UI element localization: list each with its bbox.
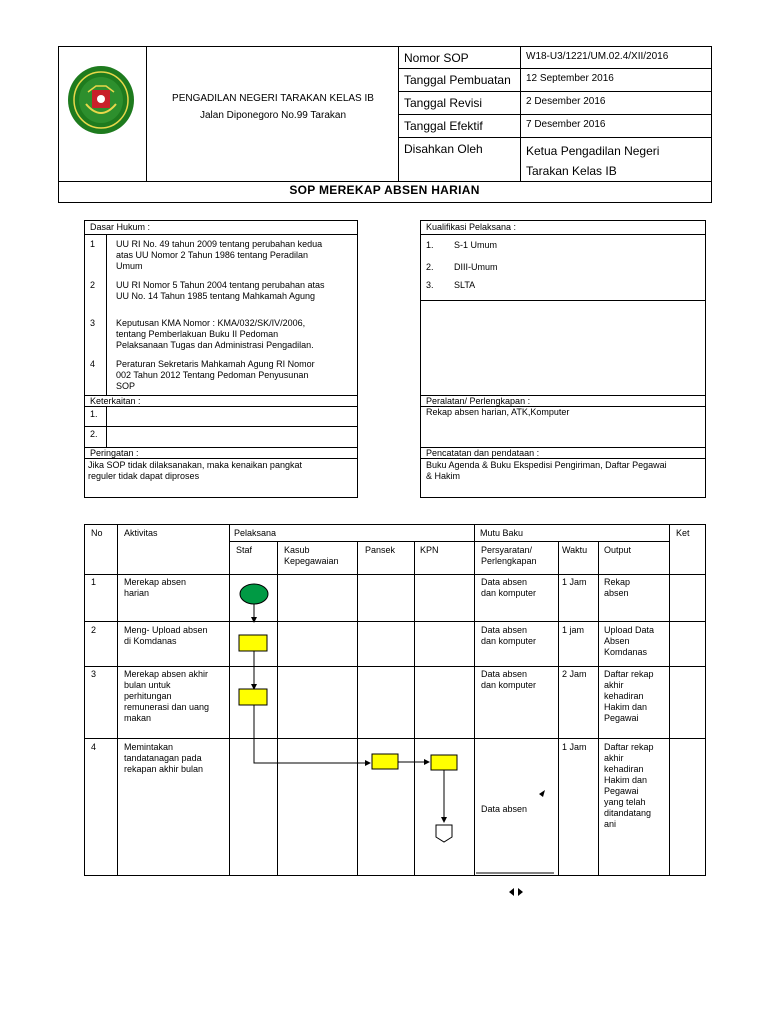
- process-box: [372, 754, 398, 769]
- dasar-hukum-no: 1: [90, 239, 96, 249]
- row-aktivitas: Merekap absen akhir bulan untuk perhitungan remunerasi dan uang makan: [124, 669, 210, 723]
- kualifikasi-no: 3.: [426, 280, 434, 290]
- row-persyaratan: Data absen: [481, 804, 528, 814]
- kualifikasi-text: S-1 Umum: [454, 240, 498, 250]
- process-box: [239, 635, 267, 651]
- sop-title: SOP MEREKAP ABSEN HARIAN: [289, 183, 480, 197]
- peralatan-text: Rekap absen harian, ATK,Komputer: [426, 407, 570, 417]
- row-output: Rekap absen: [604, 577, 631, 598]
- row-no: 2: [91, 625, 97, 635]
- peringatan-text: Jika SOP tidak dilaksanakan, maka kenaikan pangkat reguler tidak dapat diproses: [88, 460, 302, 481]
- meta-value-revisi: 2 Desember 2016: [526, 96, 606, 107]
- peralatan-label: Peralatan/ Perlengkapan :: [426, 396, 531, 406]
- process-box: [431, 755, 457, 770]
- col-header-kasub: Kasub Kepegawaian: [284, 545, 339, 566]
- col-header-aktivitas: Aktivitas: [124, 528, 158, 538]
- meta-label-efektif: Tanggal Efektif: [404, 119, 483, 133]
- start-terminator: [240, 584, 268, 604]
- col-header-kpn: KPN: [420, 545, 439, 555]
- kualifikasi-text: DIII-Umum: [454, 262, 498, 272]
- row-no: 4: [91, 742, 97, 752]
- meta-value-nomor: W18-U3/1221/UM.02.4/XII/2016: [526, 51, 669, 62]
- row-aktivitas: Merekap absen harian: [124, 577, 187, 598]
- row-persyaratan: Data absen dan komputer: [481, 669, 537, 690]
- col-header-output: Output: [604, 545, 632, 555]
- meta-label-revisi: Tanggal Revisi: [404, 96, 483, 110]
- dasar-hukum-no: 4: [90, 359, 96, 369]
- row-output: Upload Data Absen Komdanas: [604, 625, 655, 657]
- kualifikasi-no: 2.: [426, 262, 434, 272]
- col-header-ket: Ket: [676, 528, 690, 538]
- meta-label-pembuatan: Tanggal Pembuatan: [404, 73, 511, 87]
- row-aktivitas: Meng- Upload absen di Komdanas: [124, 625, 208, 646]
- row-aktivitas: Memintakan tandatanagan pada rekapan akhir bulan: [124, 742, 204, 774]
- col-header-mutu-baku: Mutu Baku: [480, 528, 524, 538]
- dasar-hukum-no: 2: [90, 280, 96, 290]
- col-header-pansek: Pansek: [365, 545, 396, 555]
- peringatan-label: Peringatan :: [90, 448, 139, 458]
- row-waktu: 1 Jam: [562, 742, 587, 752]
- row-waktu: 1 jam: [562, 625, 585, 635]
- keterkaitan-item: 1.: [90, 409, 98, 419]
- org-name: PENGADILAN NEGERI TARAKAN KELAS IB: [172, 93, 374, 104]
- flowchart: [84, 524, 706, 876]
- dasar-hukum-no: 3: [90, 318, 96, 328]
- row-output: Daftar rekap akhir kehadiran Hakim dan Pegawai: [604, 669, 654, 723]
- row-no: 3: [91, 669, 97, 679]
- kualifikasi-box: [420, 220, 706, 498]
- dasar-hukum-text: UU RI Nomor 5 Tahun 2004 tentang perubahan atas UU No. 14 Tahun 1985 tentang Mahkamah Agung: [116, 280, 325, 301]
- col-header-pelaksana: Pelaksana: [234, 528, 277, 538]
- meta-value-efektif: 7 Desember 2016: [526, 119, 606, 130]
- keterkaitan-item: 2.: [90, 429, 98, 439]
- row-output: Daftar rekap akhir kehadiran Hakim dan Pegawai yang telah ditandatang ani: [604, 742, 654, 829]
- row-persyaratan: Data absen dan komputer: [481, 577, 537, 598]
- kualifikasi-text: SLTA: [454, 280, 476, 290]
- row-persyaratan: Data absen dan komputer: [481, 625, 537, 646]
- meta-label-nomor: Nomor SOP: [404, 51, 469, 65]
- offpage-connector: [436, 825, 452, 842]
- pencatatan-label: Pencatatan dan pendataan :: [426, 448, 540, 458]
- row-no: 1: [91, 577, 97, 587]
- dasar-hukum-text: Peraturan Sekretaris Mahkamah Agung RI Nomor 002 Tahun 2012 Tentang Pedoman Penyusunan SOP: [116, 359, 315, 391]
- meta-value-pembuatan: 12 September 2016: [526, 73, 614, 84]
- meta-label-disahkan: Disahkan Oleh: [404, 142, 483, 156]
- dasar-hukum-text: Keputusan KMA Nomor : KMA/032/SK/IV/2006, tentang Pemberlakuan Buku II Pedoman Pelaksanaan Tugas dan Administrasi Pengadilan.: [116, 318, 314, 350]
- col-header-persyaratan: Persyaratan/ Perlengkapan: [481, 545, 537, 566]
- flow-table: [84, 524, 706, 876]
- col-header-waktu: Waktu: [562, 545, 588, 555]
- meta-value-disahkan: Ketua Pengadilan Negeri Tarakan Kelas IB: [526, 144, 660, 178]
- page-mark: [508, 884, 524, 902]
- org-address: Jalan Diponegoro No.99 Tarakan: [199, 110, 347, 121]
- kualifikasi-no: 1.: [426, 240, 434, 250]
- dasar-hukum-box: [84, 220, 358, 498]
- court-logo: [66, 64, 136, 136]
- keterkaitan-label: Keterkaitan :: [90, 396, 141, 406]
- process-box: [239, 689, 267, 705]
- col-header-staf: Staf: [236, 545, 253, 555]
- dasar-hukum-label: Dasar Hukum :: [90, 222, 151, 232]
- col-header-no: No: [91, 528, 103, 538]
- row-waktu: 1 Jam: [562, 577, 587, 587]
- dasar-hukum-text: UU RI No. 49 tahun 2009 tentang perubahan kedua atas UU Nomor 2 Tahun 1986 tentang Peradilan Umum: [116, 239, 323, 271]
- pencatatan-text: Buku Agenda & Buku Ekspedisi Pengiriman, Daftar Pegawai & Hakim: [426, 460, 667, 481]
- row-waktu: 2 Jam: [562, 669, 587, 679]
- sop-header: [58, 46, 712, 203]
- kualifikasi-label: Kualifikasi Pelaksana :: [426, 222, 517, 232]
